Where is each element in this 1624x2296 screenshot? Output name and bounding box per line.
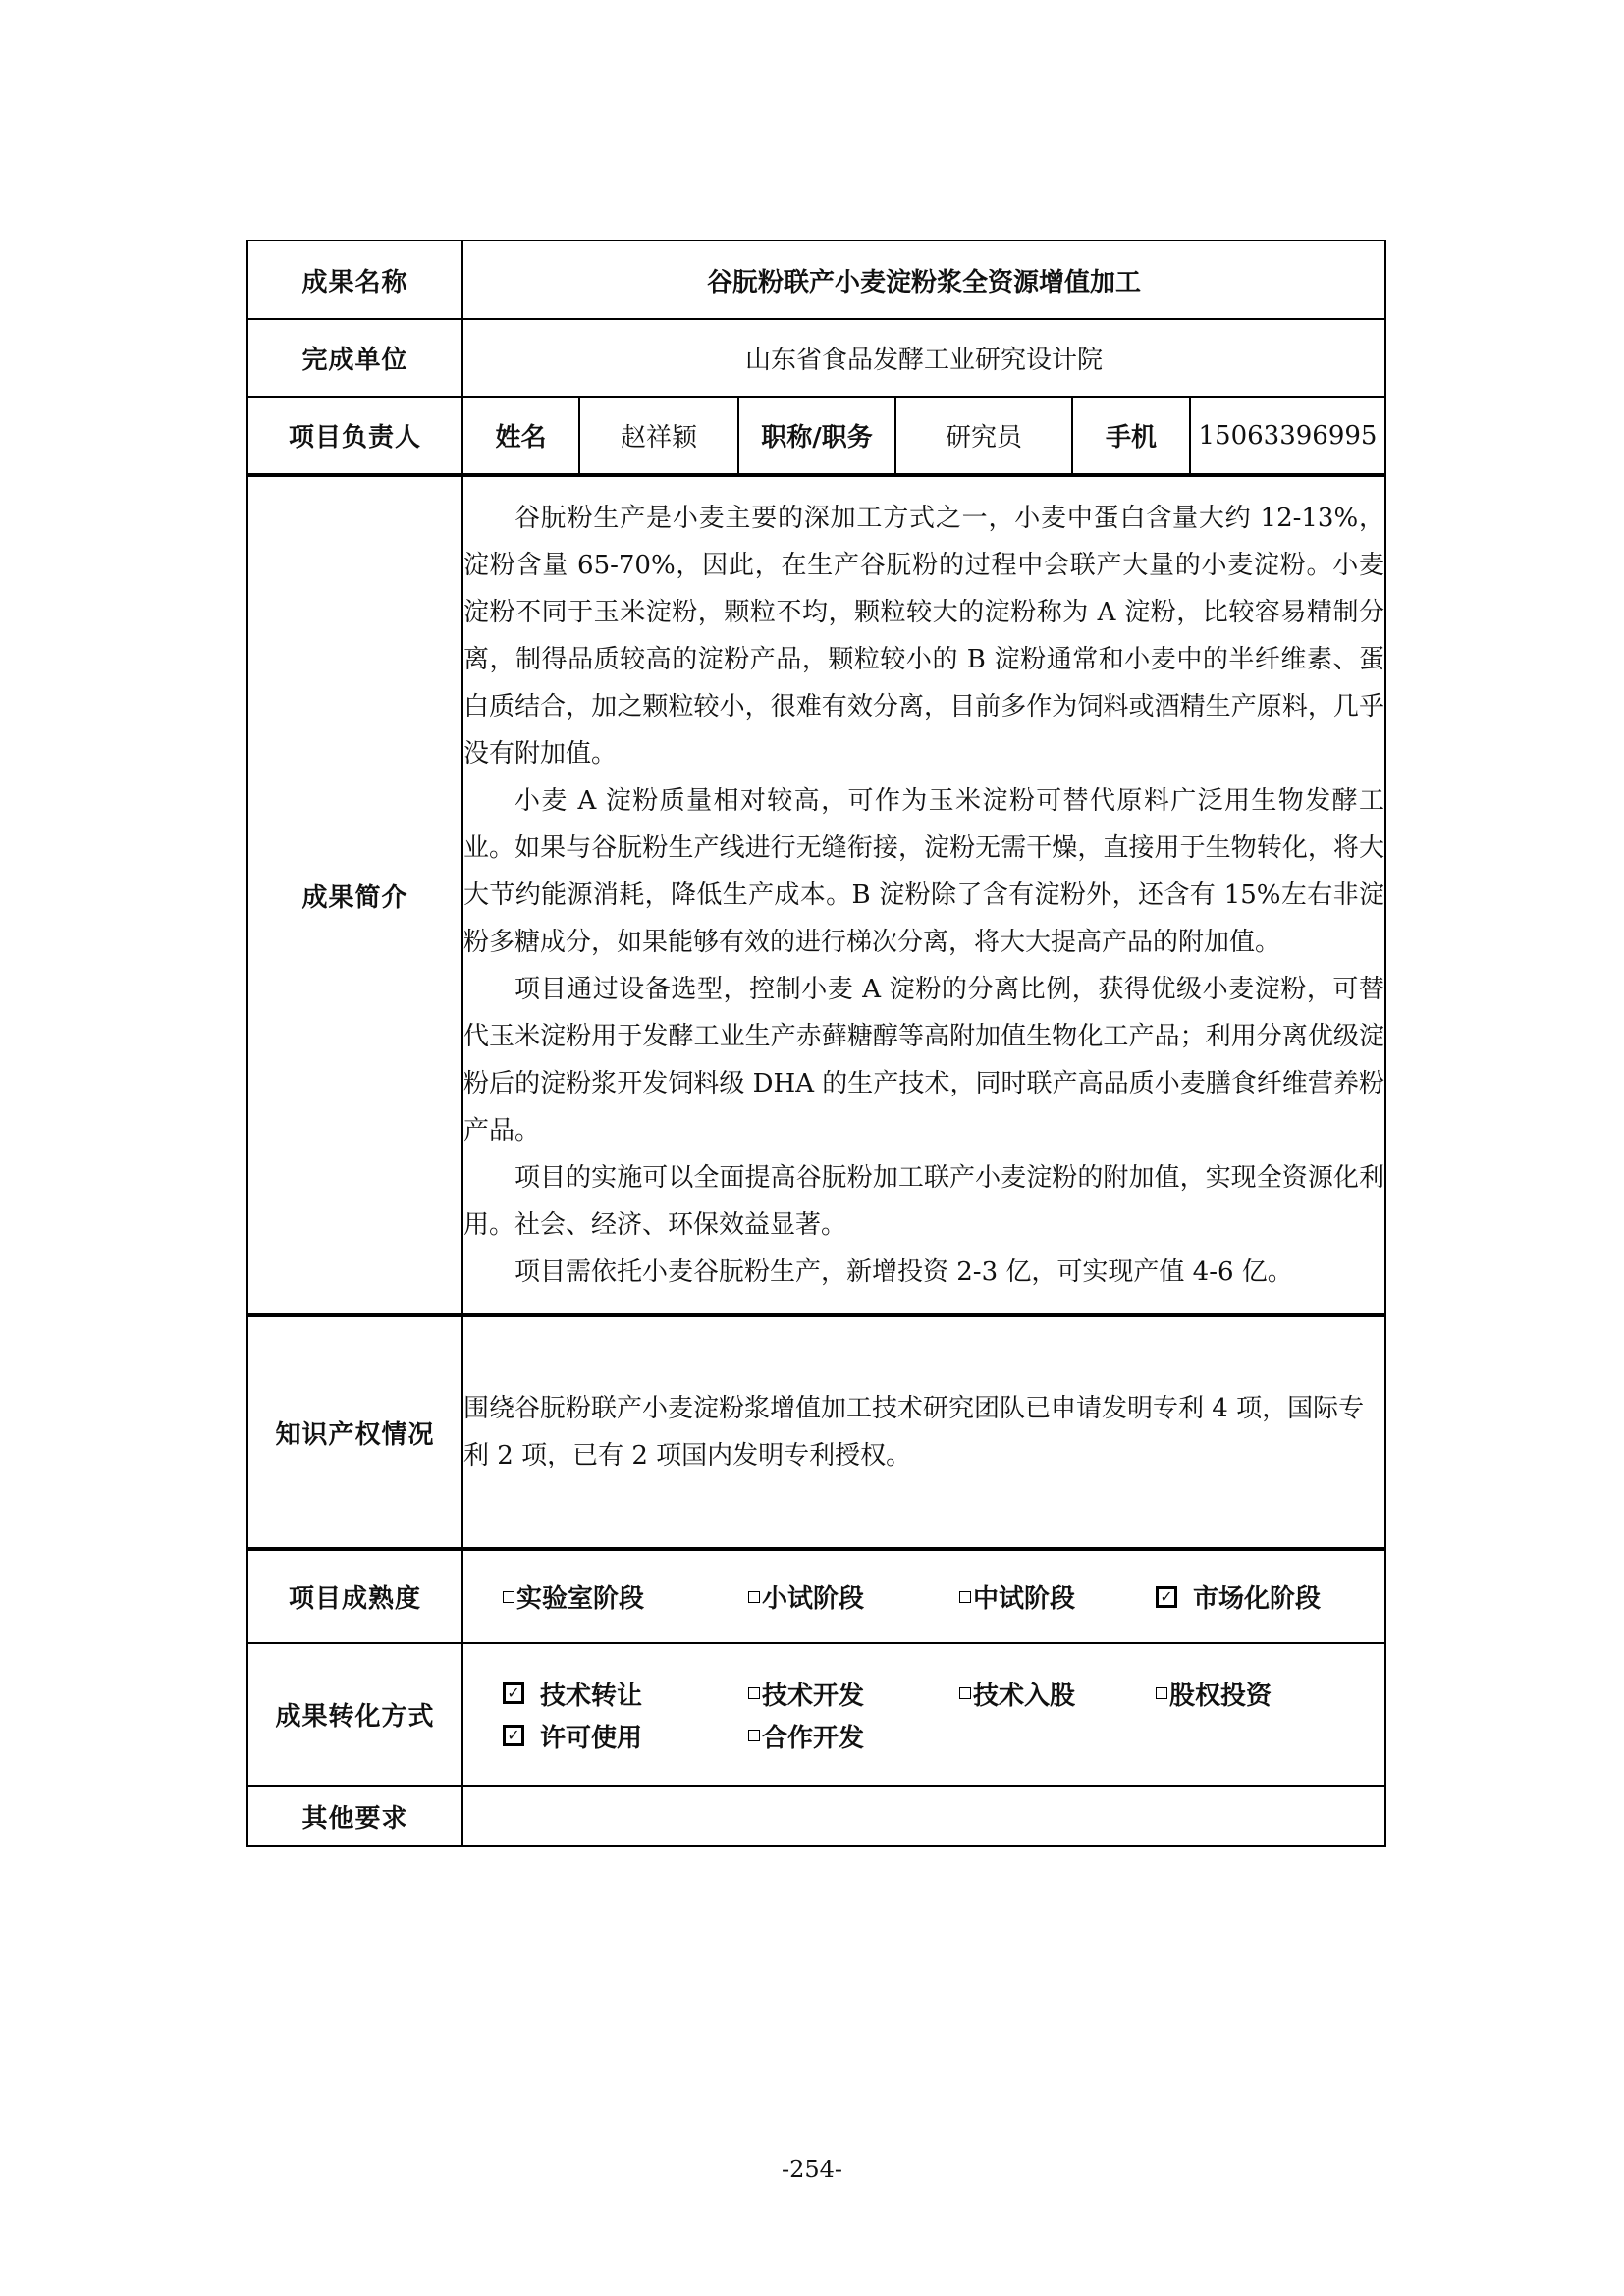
maturity-options-cell bbox=[462, 1549, 1385, 1643]
checked-box-icon[interactable]: ✓ bbox=[503, 1682, 524, 1704]
row-other-requirements bbox=[247, 1786, 1385, 1846]
maturity-option-label: 实验室阶段 bbox=[516, 1584, 645, 1614]
transfer-option[interactable] bbox=[503, 1676, 748, 1712]
maturity-option[interactable] bbox=[959, 1578, 1156, 1615]
summary-content bbox=[462, 475, 1385, 1315]
title-value: 研究员 bbox=[896, 398, 1073, 473]
maturity-options bbox=[463, 1578, 1384, 1615]
label-completion-unit: 完成单位 bbox=[247, 319, 462, 397]
summary-paragraph: 小麦 A 淀粉质量相对较高，可作为玉米淀粉可替代原料广泛用生物发酵工业。如果与谷朊粉生产线进行无缝衔接，淀粉无需干燥，直接用于生物转化，将大大节约能源消耗，降低生产成本。B 淀粉除了含有淀粉外，还含有 15%左右非淀粉多糖成分，如果能够有效的进行梯次分离，将大大提高产品的附加值。 bbox=[463, 786, 1384, 957]
maturity-option[interactable] bbox=[503, 1578, 748, 1615]
maturity-option-label: 小试阶段 bbox=[762, 1584, 865, 1614]
summary-paragraph: 谷朊粉生产是小麦主要的深加工方式之一，小麦中蛋白含量大约 12-13%，淀粉含量 65-70%，因此，在生产谷朊粉的过程中会联产大量的小麦淀粉。小麦淀粉不同于玉米淀粉，颗粒不均，颗粒较大的淀粉称为 A 淀粉，比较容易精制分离，制得品质较高的淀粉产品，颗粒较小的 B 淀粉通常和小麦中的半纤维素、蛋白质结合，加之颗粒较小，很难有效分离，目前多作为饲料或酒精生产原料，几乎没有附加值。 bbox=[463, 504, 1384, 769]
achievement-name-value: 谷朊粉联产小麦淀粉浆全资源增值加工 bbox=[462, 240, 1385, 319]
unchecked-box-icon[interactable] bbox=[748, 1730, 760, 1741]
transfer-option[interactable] bbox=[959, 1676, 1156, 1712]
transfer-options bbox=[463, 1676, 1384, 1754]
leader-details bbox=[463, 398, 1384, 473]
name-value: 赵祥颖 bbox=[580, 398, 739, 473]
checked-box-icon[interactable]: ✓ bbox=[503, 1725, 524, 1746]
transfer-option-label: 技术开发 bbox=[762, 1681, 865, 1711]
transfer-option-label: 技术转让 bbox=[540, 1681, 643, 1711]
ip-status-value: 围绕谷朊粉联产小麦淀粉浆增值加工技术研究团队已申请发明专利 4 项，国际专利 2 项，已有 2 项国内发明专利授权。 bbox=[462, 1315, 1385, 1549]
row-project-leader bbox=[247, 397, 1385, 475]
unchecked-box-icon[interactable] bbox=[959, 1687, 971, 1699]
completion-unit-value: 山东省食品发酵工业研究设计院 bbox=[462, 319, 1385, 397]
row-summary bbox=[247, 475, 1385, 1315]
row-completion-unit bbox=[247, 319, 1385, 397]
transfer-options-cell bbox=[462, 1643, 1385, 1786]
transfer-option-label: 合作开发 bbox=[762, 1723, 865, 1753]
title-label: 职称/职务 bbox=[739, 398, 896, 473]
label-maturity: 项目成熟度 bbox=[247, 1549, 462, 1643]
unchecked-box-icon[interactable] bbox=[748, 1687, 760, 1699]
row-transfer-method bbox=[247, 1643, 1385, 1786]
transfer-option-label: 股权投资 bbox=[1169, 1681, 1272, 1711]
achievement-form-table bbox=[246, 240, 1386, 1847]
summary-paragraph: 项目通过设备选型，控制小麦 A 淀粉的分离比例，获得优级小麦淀粉，可替代玉米淀粉用于发酵工业生产赤藓糖醇等高附加值生物化工产品；利用分离优级淀粉后的淀粉浆开发饲料级 DHA 的生产技术，同时联产高品质小麦膳食纤维营养粉产品。 bbox=[463, 975, 1384, 1146]
label-achievement-name: 成果名称 bbox=[247, 240, 462, 319]
unchecked-box-icon[interactable] bbox=[503, 1591, 514, 1603]
maturity-option[interactable] bbox=[1156, 1578, 1352, 1615]
label-project-leader: 项目负责人 bbox=[247, 397, 462, 475]
maturity-option-label: 市场化阶段 bbox=[1193, 1584, 1322, 1614]
label-ip-status: 知识产权情况 bbox=[247, 1315, 462, 1549]
label-summary: 成果简介 bbox=[247, 475, 462, 1315]
transfer-option[interactable] bbox=[1156, 1676, 1352, 1712]
page-number: -254- bbox=[781, 2156, 843, 2183]
transfer-option[interactable] bbox=[748, 1676, 959, 1712]
transfer-option-label: 技术入股 bbox=[973, 1681, 1076, 1711]
transfer-option-label: 许可使用 bbox=[540, 1723, 643, 1753]
summary-paragraph: 项目的实施可以全面提高谷朊粉加工联产小麦淀粉的附加值，实现全资源化利用。社会、经济、环保效益显著。 bbox=[463, 1163, 1384, 1240]
checked-box-icon[interactable]: ✓ bbox=[1156, 1586, 1177, 1608]
unchecked-box-icon[interactable] bbox=[748, 1591, 760, 1603]
phone-label: 手机 bbox=[1073, 398, 1191, 473]
other-requirements-value bbox=[462, 1786, 1385, 1846]
row-ip-status bbox=[247, 1315, 1385, 1549]
label-transfer-method: 成果转化方式 bbox=[247, 1643, 462, 1786]
maturity-option-label: 中试阶段 bbox=[973, 1584, 1076, 1614]
leader-details-cell bbox=[462, 397, 1385, 475]
label-other-requirements: 其他要求 bbox=[247, 1786, 462, 1846]
phone-value: 15063396995 bbox=[1198, 420, 1378, 451]
row-achievement-name bbox=[247, 240, 1385, 319]
unchecked-box-icon[interactable] bbox=[959, 1591, 971, 1603]
maturity-option[interactable] bbox=[748, 1578, 959, 1615]
transfer-option[interactable] bbox=[748, 1718, 959, 1754]
transfer-option[interactable] bbox=[503, 1718, 748, 1754]
unchecked-box-icon[interactable] bbox=[1156, 1687, 1167, 1699]
name-label: 姓名 bbox=[463, 398, 580, 473]
row-maturity bbox=[247, 1549, 1385, 1643]
summary-paragraph: 项目需依托小麦谷朊粉生产，新增投资 2-3 亿，可实现产值 4-6 亿。 bbox=[514, 1257, 1293, 1287]
